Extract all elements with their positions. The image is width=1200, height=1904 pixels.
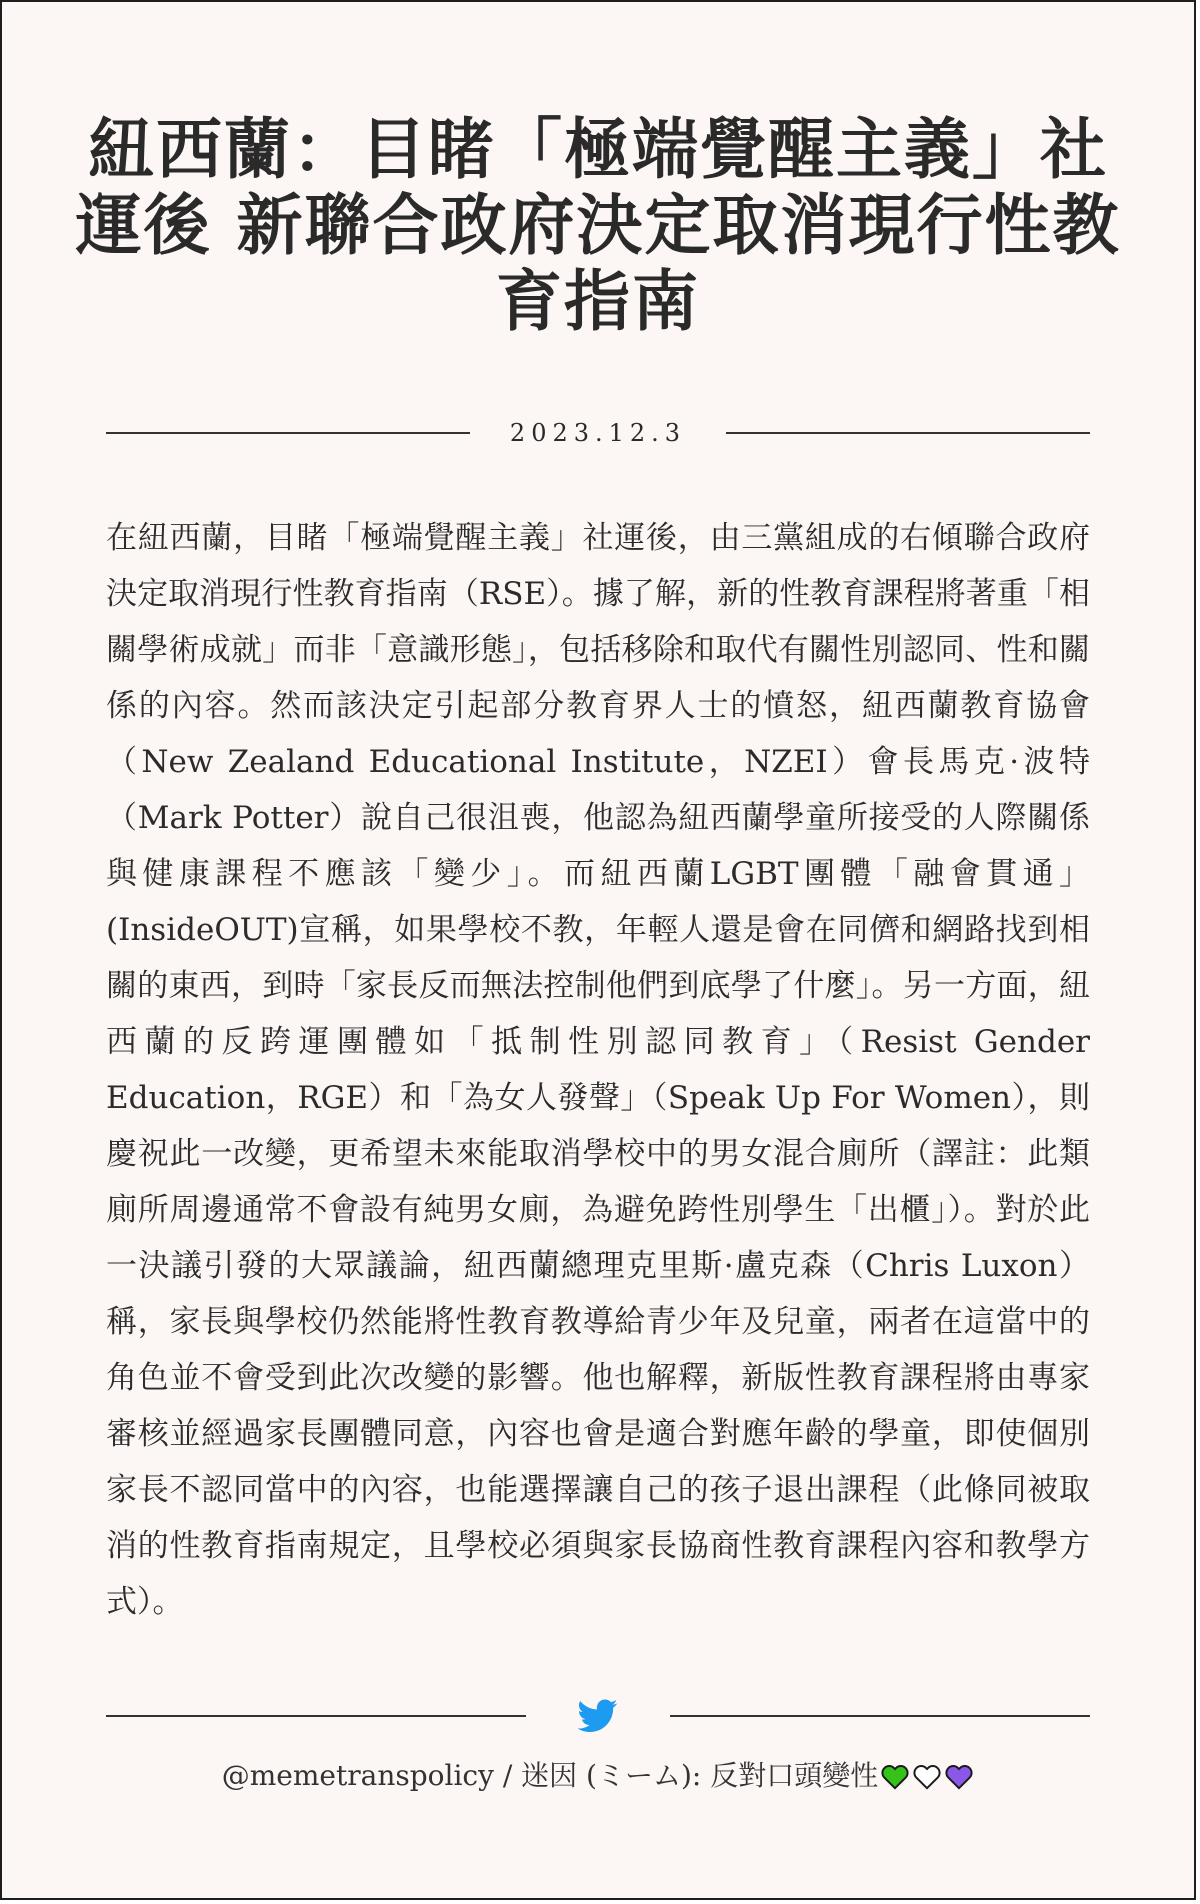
credit-text: @memetranspolicy / 迷因 (ミーム): 反對口頭變性: [221, 1759, 879, 1792]
footer-line-left: [106, 1715, 526, 1717]
article-body: 在紐西蘭，目睹「極端覺醒主義」社運後，由三黨組成的右傾聯合政府決定取消現行性教育指南（RSE）。據了解，新的性教育課程將著重「相關學術成就」而非「意識形態」，包括移除和取代有關性別認同、性和關係的內容。然而該決定引起部分教育界人士的憤怒，紐西蘭教育協會（New Zealand Educational Institute，NZEI）會長馬克·波特（Mark Potter）說自己很沮喪，他認為紐西蘭學童所接受的人際關係與健康課程不應該「變少」。而紐西蘭LGBT團體「融會貫通」(InsideOUT)宣稱，如果學校不教，年輕人還是會在同儕和網路找到相關的東西，到時「家長反而無法控制他們到底學了什麼」。另一方面，紐西蘭的反跨運團體如「抵制性別認同教育」（Resist Gender Education，RGE）和「為女人發聲」（Speak Up For Women），則慶祝此一改變，更希望未來能取消學校中的男女混合廁所（譯註：此類廁所周邊通常不會設有純男女廁，為避免跨性別學生「出櫃」）。對於此一決議引發的大眾議論，紐西蘭總理克里斯·盧克森（Chris Luxon）稱，家長與學校仍然能將性教育教導給青少年及兒童，兩者在這當中的角色並不會受到此次改變的影響。他也解釋，新版性教育課程將由專家審核並經過家長團體同意，內容也會是適合對應年齡的學童，即使個別家長不認同當中的內容，也能選擇讓自己的孩子退出課程（此條同被取消的性教育指南規定，且學校必須與家長協商性教育課程內容和教學方式）。: [106, 520, 1090, 1620]
article-title: 紐西蘭：目睹「極端覺醒主義」社運後 新聯合政府決定取消現行性教育指南: [75, 111, 1121, 340]
purple-heart-icon: [944, 1759, 974, 1786]
article-date: 2023.12.3: [509, 419, 687, 447]
date-divider: [106, 418, 1090, 448]
footer-credit: [106, 1754, 1090, 1798]
footer-divider: [106, 1694, 1090, 1738]
twitter-bird-icon: [578, 1699, 618, 1733]
green-heart-icon: [880, 1759, 910, 1786]
footer-line-right: [670, 1715, 1090, 1717]
twitter-bird-shape: [578, 1700, 617, 1733]
divider-line-left: [106, 432, 470, 434]
white-heart-icon: [912, 1759, 942, 1786]
divider-line-right: [726, 432, 1090, 434]
